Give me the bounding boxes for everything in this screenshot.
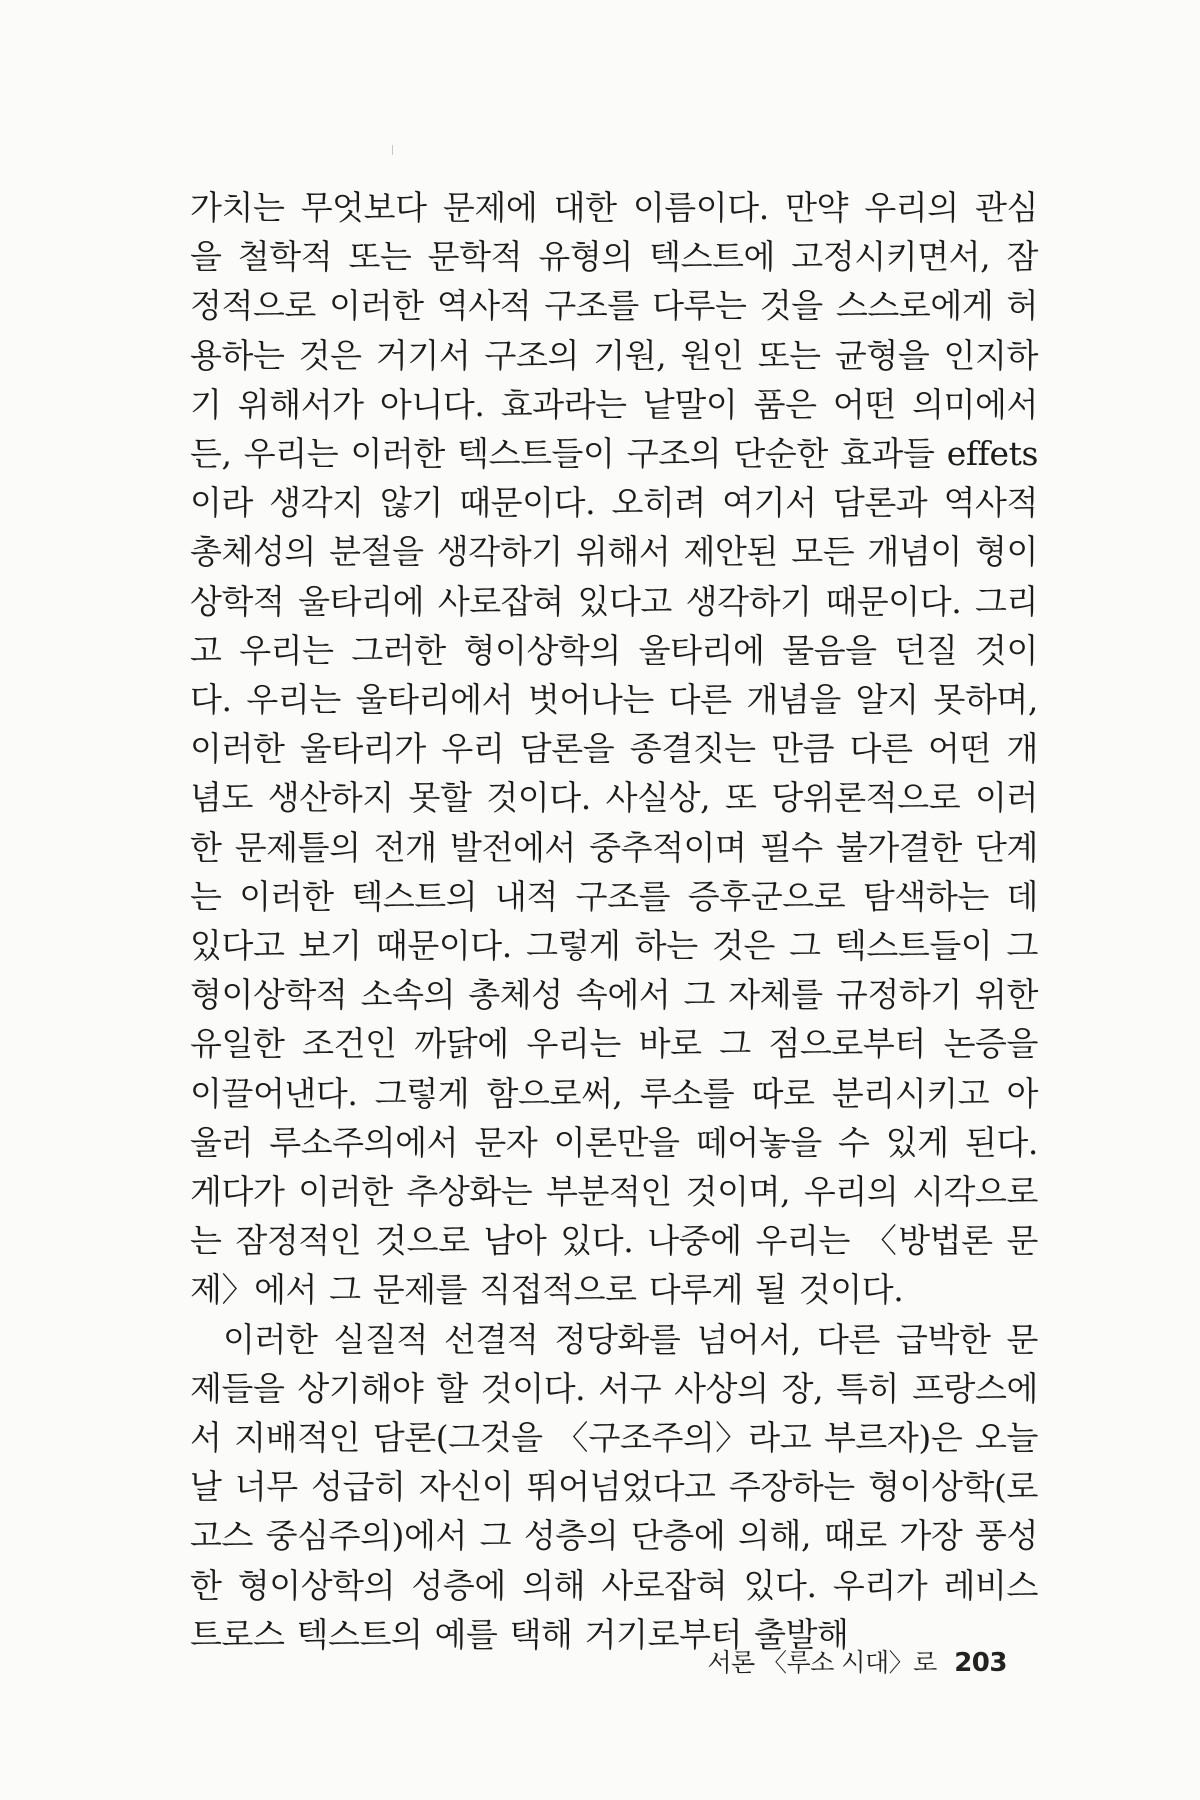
scan-mark	[392, 145, 393, 155]
paragraph: 이러한 실질적 선결적 정당화를 넘어서, 다른 급박한 문제들을 상기해야 할 것이다. 서구 사상의 장, 특히 프랑스에서 지배적인 담론(그것을 〈구조주의〉라고 부르자)은 오늘날 너무 성급히 자신이 뛰어넘었다고 주장하는 형이상학(로고스 중심주의)에서 그 성층의 단층에 의해, 때로 가장 풍성한 형이상학의 성층에 의해 사로잡혀 있다. 우리가 레비스트로스 텍스트의 예를 택해 거기로부터 출발해	[190, 1319, 1038, 1654]
body-text	[190, 183, 1038, 1659]
running-title: 서론 〈루소 시대〉로	[707, 1648, 937, 1677]
paragraph: 가치는 무엇보다 문제에 대한 이름이다. 만약 우리의 관심을 철학적 또는 문학적 유형의 텍스트에 고정시키면서, 잠정적으로 이러한 역사적 구조를 다루는 것을 스스로에게 허용하는 것은 거기서 구조의 기원, 원인 또는 균형을 인지하기 위해서가 아니다. 효과라는 낱말이 품은 어떤 의미에서든, 우리는 이러한 텍스트들이 구조의 단순한 효과들 effets이라 생각지 않기 때문이다. 오히려 여기서 담론과 역사적 총체성의 분절을 생각하기 위해서 제안된 모든 개념이 형이상학적 울타리에 사로잡혀 있다고 생각하기 때문이다. 그리고 우리는 그러한 형이상학의 울타리에 물음을 던질 것이다. 우리는 울타리에서 벗어나는 다른 개념을 알지 못하며, 이러한 울타리가 우리 담론을 종결짓는 만큼 다른 어떤 개념도 생산하지 못할 것이다. 사실상, 또 당위론적으로 이러한 문제틀의 전개 발전에서 중추적이며 필수 불가결한 단계는 이러한 텍스트의 내적 구조를 증후군으로 탐색하는 데 있다고 보기 때문이다. 그렇게 하는 것은 그 텍스트들이 그 형이상학적 소속의 총체성 속에서 그 자체를 규정하기 위한 유일한 조건인 까닭에 우리는 바로 그 점으로부터 논증을 이끌어낸다. 그렇게 함으로써, 루소를 따로 분리시키고 아울러 루소주의에서 문자 이론만을 떼어놓을 수 있게 된다. 게다가 이러한 추상화는 부분적인 것이며, 우리의 시각으로는 잠정적인 것으로 남아 있다. 나중에 우리는 〈방법론 문제〉에서 그 문제를 직접적으로 다루게 될 것이다.	[190, 188, 1038, 1310]
page-footer	[707, 1643, 1007, 1679]
page-number: 203	[954, 1648, 1007, 1678]
